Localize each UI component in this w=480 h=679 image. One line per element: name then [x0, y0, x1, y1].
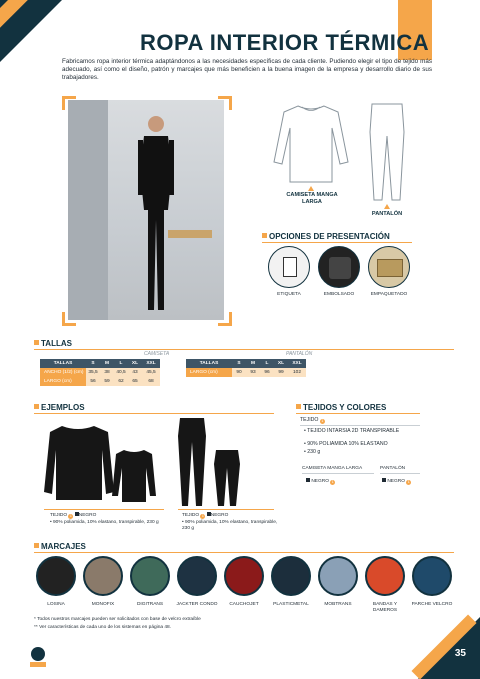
- example-divider: [44, 509, 164, 510]
- sizes-heading: TALLAS: [34, 339, 72, 348]
- section-underline: [296, 413, 420, 414]
- shirt-size-table: [40, 359, 160, 386]
- fabric-line: • TEJIDO INTARSIA 2D TRANSPIRABLE: [304, 428, 400, 434]
- size-cell: 68: [142, 377, 160, 386]
- marking-sample-image: [177, 556, 217, 596]
- marking-label: MONOFIX: [91, 602, 115, 607]
- size-cell: 96: [260, 368, 274, 377]
- footnote: ** Ver características de cada uno de los sistemas en página 48.: [34, 625, 172, 630]
- shirt-label: CAMISETA MANGA LARGA: [286, 192, 338, 205]
- fabric-line: • 90% POLIAMIDA 10% ELASTANO: [304, 441, 388, 447]
- pants-pointer-icon: [384, 204, 390, 209]
- example-pants-image: [178, 416, 242, 508]
- model-figure: [134, 110, 178, 315]
- size-header: XL: [274, 359, 288, 368]
- size-cell: 93: [246, 368, 260, 377]
- marking-label: PARCHE VELCRO: [411, 602, 453, 607]
- size-header: TALLAS: [40, 359, 86, 368]
- pants-color-heading: PANTALÓN: [380, 466, 406, 471]
- marking-label: BANDAS Y DAMEROS: [372, 602, 398, 613]
- size-header: XL: [128, 359, 142, 368]
- presentation-option-label: EMPAQUETADO: [370, 292, 408, 297]
- size-cell: 90: [232, 368, 246, 377]
- photo-frame-corner: [62, 312, 76, 326]
- size-header: L: [114, 359, 128, 368]
- size-cell: 35,5: [86, 368, 100, 377]
- section-underline: [380, 473, 420, 474]
- examples-heading: EJEMPLOS: [34, 403, 85, 412]
- size-header: S: [232, 359, 246, 368]
- fabrics-heading: TEJIDOS Y COLORES: [296, 403, 386, 412]
- size-cell: 40,5: [114, 368, 128, 377]
- example-divider: [178, 509, 274, 510]
- boxed-option-image: [368, 246, 410, 288]
- marking-sample-image: [271, 556, 311, 596]
- pants-label: PANTALÓN: [371, 211, 403, 217]
- markings-heading: MARCAJES: [34, 542, 86, 551]
- marking-sample-image: [224, 556, 264, 596]
- size-cell: 45,5: [142, 368, 160, 377]
- pants-size-caption: PANTALÓN: [286, 351, 313, 357]
- intro-paragraph: Fabricamos ropa interior térmica adaptándonos a las necesidades específicas de cada cliente. Pudiendo elegir el tipo de tejido más adecuado, así como el diseño, patrón y marcajes que más beneficien a la buena imagen de la empresa y desarrollo diario de sus trabajadores.: [62, 58, 432, 82]
- example-fabric-desc: • 90% poliamida, 10% elastano, transpirable, 230 g: [50, 520, 159, 525]
- section-underline: [34, 552, 454, 553]
- section-underline: [302, 473, 374, 474]
- marking-label: JACKTER CONDO: [176, 602, 218, 607]
- size-header: XXL: [288, 359, 306, 368]
- footnote: * Todos nuestros marcajes pueden ser solicitados con base de velcro extraíble: [34, 617, 201, 622]
- pants-color-value: NEGRO 1: [382, 478, 411, 485]
- size-row-label: ANCHO (1/2) (cm): [40, 368, 86, 377]
- size-cell: 56: [86, 377, 100, 386]
- section-underline: [300, 425, 420, 426]
- pants-sketch: [366, 102, 408, 202]
- marking-sample-image: [130, 556, 170, 596]
- label-option-image: [268, 246, 310, 288]
- shirt-color-heading: CAMISETA MANGA LARGA: [302, 466, 363, 471]
- size-cell: 43: [128, 368, 142, 377]
- marking-label: MOBTRANS: [324, 602, 352, 607]
- size-cell: 62: [114, 377, 128, 386]
- presentation-option-label: ETIQUETA: [277, 292, 301, 297]
- size-row-label: LARGO (cm): [186, 368, 232, 377]
- marking-sample-image: [83, 556, 123, 596]
- photo-frame-corner: [218, 312, 232, 326]
- size-row-label: LARGO (cm): [40, 377, 86, 386]
- size-header: XXL: [142, 359, 160, 368]
- presentation-option-label: EMBOLSADO: [323, 292, 355, 297]
- example-fabric-desc: • 90% poliamida, 10% elastano, transpirable, 230 g: [182, 520, 278, 531]
- example-shirts-image: [44, 420, 156, 504]
- shirt-sketch: [272, 102, 350, 184]
- photo-frame-corner: [62, 96, 76, 110]
- marking-sample-image: [318, 556, 358, 596]
- pants-size-table: [186, 359, 306, 377]
- fabric-label: TEJIDO 1: [300, 417, 324, 423]
- presentation-heading: OPCIONES DE PRESENTACIÓN: [262, 232, 390, 241]
- marking-label: CAUCHOJET: [229, 602, 259, 607]
- shirt-size-caption: CAMISETA: [144, 351, 170, 357]
- model-photo: [68, 100, 224, 320]
- page-title: ROPA INTERIOR TÉRMICA: [140, 30, 430, 55]
- size-header: L: [260, 359, 274, 368]
- marking-sample-image: [365, 556, 405, 596]
- size-cell: 59: [100, 377, 114, 386]
- size-header: M: [100, 359, 114, 368]
- page-number: 35: [454, 648, 466, 659]
- size-header: M: [246, 359, 260, 368]
- shirt-pointer-icon: [308, 186, 314, 191]
- section-underline: [34, 349, 454, 350]
- size-cell: 65: [128, 377, 142, 386]
- marking-label: DIGITRANS: [136, 602, 164, 607]
- section-underline: [262, 242, 412, 243]
- marking-sample-image: [36, 556, 76, 596]
- size-header: S: [86, 359, 100, 368]
- marking-label: LOSINA: [47, 602, 65, 607]
- shirt-color-value: NEGRO 1: [306, 478, 335, 485]
- size-cell: 99: [274, 368, 288, 377]
- size-cell: 38: [100, 368, 114, 377]
- marking-label: PLASTICMETAL: [273, 602, 309, 607]
- bagged-option-image: [318, 246, 360, 288]
- brand-logo: [26, 645, 50, 669]
- example-fabric-line: TEJIDO 1 NEGRO: [182, 513, 229, 518]
- fabric-line: • 230 g: [304, 449, 321, 455]
- size-header: TALLAS: [186, 359, 232, 368]
- marking-sample-image: [412, 556, 452, 596]
- photo-frame-corner: [218, 96, 232, 110]
- section-underline: [34, 413, 274, 414]
- example-fabric-line: TEJIDO 1 NEGRO: [50, 513, 97, 518]
- size-cell: 102: [288, 368, 306, 377]
